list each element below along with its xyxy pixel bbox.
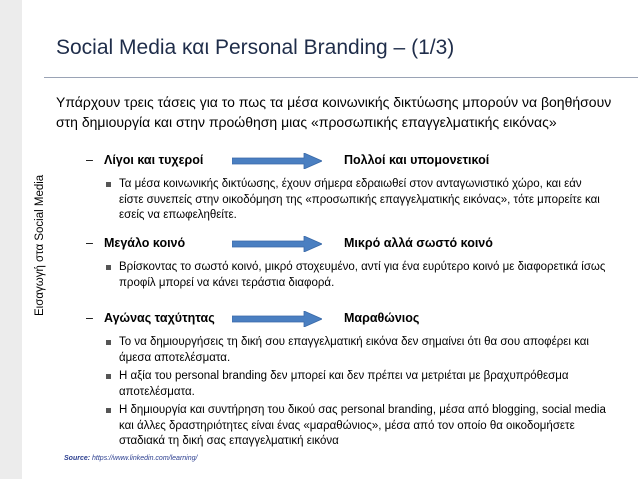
dash-marker: – xyxy=(86,311,93,325)
right-term: Πολλοί και υπομονετικοί xyxy=(344,153,490,167)
left-term: Λίγοι και τυχεροί xyxy=(104,153,204,167)
right-arrow-icon xyxy=(232,311,322,327)
dash-marker: – xyxy=(86,236,93,250)
square-bullet-icon xyxy=(106,340,111,345)
right-arrow-icon xyxy=(232,153,322,169)
right-term: Μικρό αλλά σωστό κοινό xyxy=(344,236,493,250)
section-head xyxy=(86,153,626,171)
source-link[interactable]: https://www.linkedin.com/learning/ xyxy=(92,455,198,462)
bullet-list xyxy=(86,260,626,291)
list-item: Τα μέσα κοινωνικής δικτύωσης, έχουν σήμερα εδραιωθεί στον ανταγωνιστικό χώρο, και εάν είστε συνεπείς στην οικοδόμηση της «προσωπικής επαγγελματικής εικόνας», τότε μπορείτε και εσείς να επωφεληθείτε. xyxy=(86,177,609,224)
section-head xyxy=(86,311,626,329)
dash-marker: – xyxy=(86,153,93,167)
bullet-list xyxy=(86,177,626,224)
right-term: Μαραθώνιος xyxy=(344,311,420,325)
square-bullet-icon xyxy=(106,265,111,270)
list-item: Το να δημιουργήσεις τη δική σου επαγγελματική εικόνα δεν σημαίνει ότι θα σου αποφέρει και άμεσα αποτελέσματα. xyxy=(86,335,609,366)
intro-paragraph: Υπάρχουν τρεις τάσεις για το πως τα μέσα κοινωνικής δικτύωσης μπορούν να βοηθήσουν στη δημιουργία και στην προώθηση μιας «προσωπικής επαγγελματικής εικόνας» xyxy=(56,94,612,130)
bullet-list xyxy=(86,335,626,450)
square-bullet-icon xyxy=(106,408,111,413)
sidebar-strip xyxy=(0,0,22,479)
list-item: Βρίσκοντας το σωστό κοινό, μικρό στοχευμένο, αντί για ένα ευρύτερο κοινό με διαφορετικά ίσως προφίλ μπορεί να κάνει τεράστια διαφορά. xyxy=(86,260,609,291)
left-term: Αγώνας ταχύτητας xyxy=(104,311,215,325)
section-3 xyxy=(86,311,626,453)
source-label: Source: xyxy=(64,455,91,462)
section-1 xyxy=(86,153,626,227)
title-divider xyxy=(44,77,638,78)
sidebar xyxy=(0,0,44,479)
left-term: Μεγάλο κοινό xyxy=(104,236,186,250)
list-item: Η δημιουργία και συντήρηση του δικού σας personal branding, μέσα από blogging, social media και άλλες δραστηριότητες είναι ένας «μαραθώνιος», μέσα από τον οποίο θα οικοδομήσετε σταδιακά τη δική σας επαγγελματική εικόνα xyxy=(86,403,609,450)
section-head xyxy=(86,236,626,254)
list-item: Η αξία του personal branding δεν μπορεί και δεν πρέπει να μετριέται με βραχυπρόθεσμα αποτελέσματα. xyxy=(86,369,609,400)
sidebar-label: Εισαγωγή στα Social Media xyxy=(34,174,46,316)
square-bullet-icon xyxy=(106,374,111,379)
square-bullet-icon xyxy=(106,182,111,187)
section-2 xyxy=(86,236,626,294)
page-title: Social Media και Personal Branding – (1/3) xyxy=(56,36,455,59)
right-arrow-icon xyxy=(232,236,322,252)
source-note xyxy=(64,455,197,462)
